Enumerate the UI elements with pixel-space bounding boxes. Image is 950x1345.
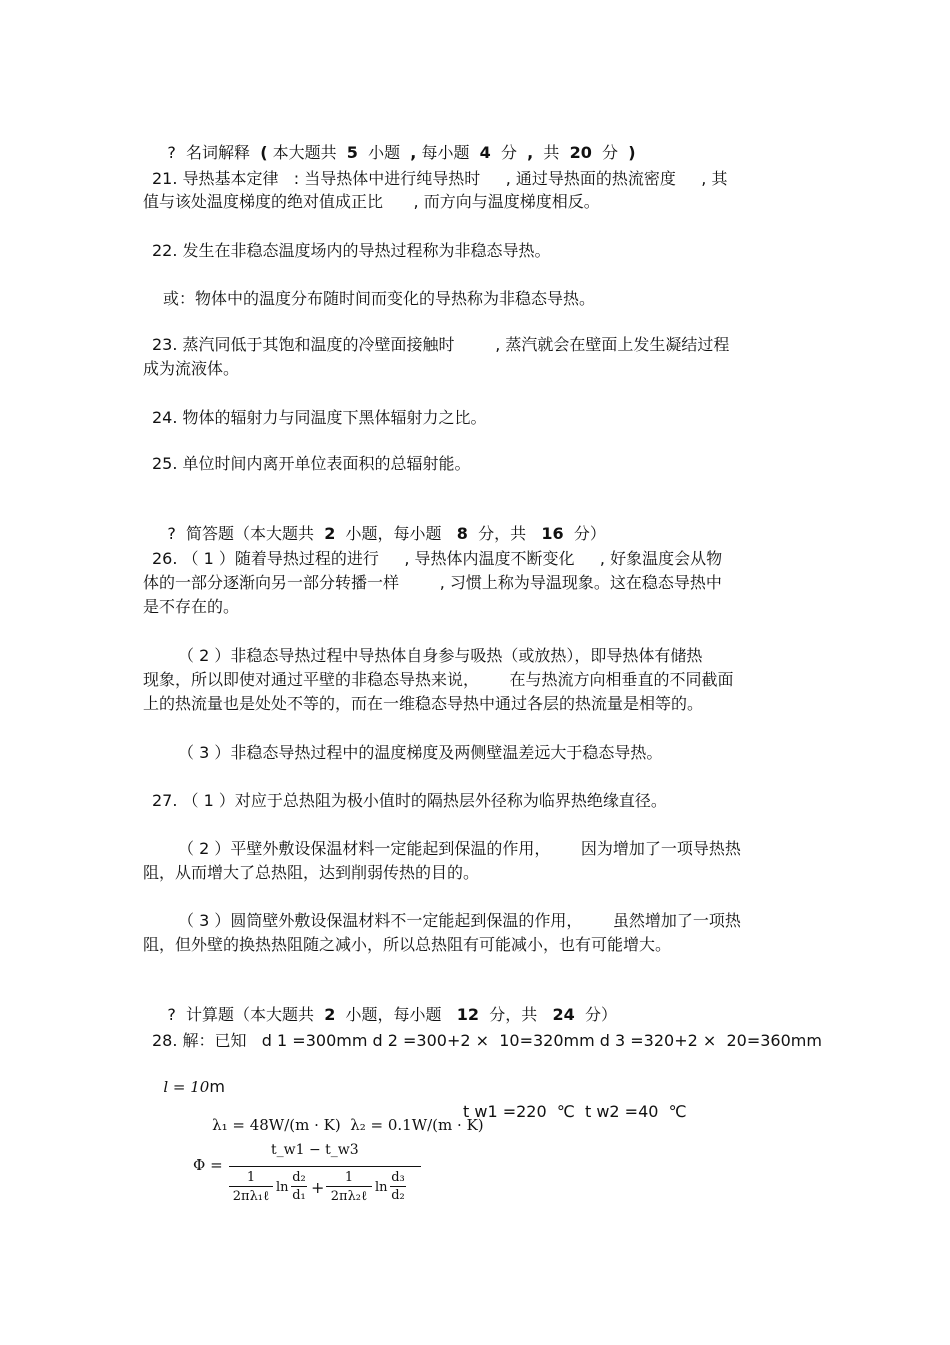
fraction-bar [229,1166,421,1167]
formula-denominator [229,1170,425,1214]
heading-number: 16 [541,524,564,543]
formula-numerator: t_w1 − t_w3 [271,1142,359,1158]
heading-text: 小题 [368,143,401,162]
answer-23-line-2: 成为流液体。 [143,359,240,378]
term2-fraction [326,1170,372,1204]
paren-open: ( [260,143,268,162]
heading-text: 共 [543,143,560,162]
answer-21-line-1: 21. 导热基本定律 : 当导热体中进行纯导热时 , 通过导热面的热流密度 , 其 [152,169,728,188]
heading-text: 分） [584,1005,617,1024]
answer-28-known-values: 28. 解：已知 d 1 =300mm d 2 =300+2 × 10=320mm d 3 =320+2 × 20=360mm [152,1031,822,1050]
heading-text: 分） [573,524,606,543]
heading-text: 分 [602,143,619,162]
heading-title: 名词解释 [186,143,251,162]
ratio2-denominator: d₂ [391,1188,405,1203]
answer-22-line-2: 或：物体中的温度分布随时间而变化的导热称为非稳态导热。 [163,289,596,308]
answer-21-line-2: 值与该处温度梯度的绝对值成正比 , 而方向与温度梯度相反。 [143,192,600,211]
heading-text: 本大题共 [272,143,337,162]
heading-number: 2 [324,1005,336,1024]
heading-text: 每小题 [421,143,470,162]
ln-symbol: ln [375,1180,388,1195]
heading-comma: , [527,143,534,162]
answer-27-line-3: 阻，从而增大了总热阻，达到削弱传热的目的。 [143,863,480,882]
heading-text: 分 [500,143,517,162]
heading-number: 12 [456,1005,480,1024]
heading-mark: ? [167,143,176,162]
ln-symbol: ln [276,1180,289,1195]
ratio1-numerator: d₂ [292,1170,306,1185]
plus-sign: + [311,1178,325,1197]
heading-title: 计算题（本大题共 [186,1005,315,1024]
answer-27-line-1: 27. （ 1 ）对应于总热阻为极小值时的隔热层外径称为临界热绝缘直径。 [152,791,667,810]
heading-number: 4 [479,143,491,162]
heat-flow-formula [193,1142,433,1217]
heading-number: 8 [456,524,468,543]
answer-23-line-1: 23. 蒸汽同低于其饱和温度的冷壁面接触时 , 蒸汽就会在壁面上发生凝结过程 [152,335,730,354]
ratio2-bar [390,1186,406,1187]
term2-denominator: 2πλ₂ℓ [330,1189,368,1204]
answer-26-line-4: （ 2 ）非稳态导热过程中导热体自身参与吸热（或放热），即导热体有储热 [178,646,703,665]
answer-27-line-4: （ 3 ）圆筒壁外敷设保温材料不一定能起到保温的作用， 虽然增加了一项热 [178,911,741,930]
heading-mark: ? [167,524,176,543]
answer-26-line-7: （ 3 ）非稳态导热过程中的温度梯度及两侧壁温差远大于稳态导热。 [178,743,663,762]
length-unit: m [209,1077,225,1096]
heading-comma: , [410,143,417,162]
heading-number: 2 [324,524,336,543]
paren-close: ) [628,143,636,162]
ratio1-denominator: d₁ [292,1188,306,1203]
answer-24: 24. 物体的辐射力与同温度下黑体辐射力之比。 [152,408,487,427]
answer-25: 25. 单位时间内离开单位表面积的总辐射能。 [152,454,471,473]
answer-27-line-2: （ 2 ）平壁外敷设保温材料一定能起到保温的作用， 因为增加了一项导热热 [178,839,741,858]
heading-number: 24 [552,1005,575,1024]
answer-22-line-1: 22. 发生在非稳态温度场内的导热过程称为非稳态导热。 [152,241,551,260]
answer-26-line-3: 是不存在的。 [143,597,240,616]
heading-number: 5 [346,143,358,162]
answer-26-line-6: 上的热流量也是处处不等的，而在一维稳态导热中通过各层的热流量是相等的。 [143,694,704,713]
answer-26-line-5: 现象，所以即使对通过平壁的非稳态导热来说， 在与热流方向相垂直的不同截面 [143,670,734,689]
ratio2-numerator: d₃ [391,1170,405,1185]
answer-26-line-2: 体的一部分逐渐向另一部分转播一样 , 习惯上称为导温现象。这在稳态导热中 [143,573,722,592]
term1-fraction [229,1170,273,1204]
answer-26-line-1: 26. （ 1 ）随着导热过程的进行 , 导热体内温度不断变化 , 好象温度会从物 [152,549,723,568]
formula-lhs: Φ = [193,1156,223,1174]
heading-title: 简答题（本大题共 [186,524,315,543]
answer-27-line-5: 阻，但外壁的换热热阻随之减小，所以总热阻有可能减小，也有可能增大。 [143,935,672,954]
wall-temperatures: t w1 =220 ℃ t w2 =40 ℃ [463,1102,687,1121]
heading-number: 20 [569,143,592,162]
conductivity-values: λ₁ = 48W/(m · K) λ₂ = 0.1W/(m · K) [212,1116,484,1134]
heading-mark: ? [167,1005,176,1024]
heading-text: 分，共 [489,1005,538,1024]
ratio2-fraction [390,1170,406,1203]
term1-denominator: 2πλ₁ℓ [232,1189,270,1204]
ratio1-bar [291,1186,307,1187]
heading-text: 小题，每小题 [345,524,442,543]
term2-bar [326,1186,372,1187]
term1-numerator: 1 [246,1170,256,1185]
term2-numerator: 1 [344,1170,354,1185]
length-value: l = 10 [163,1078,210,1096]
term1-bar [229,1186,273,1187]
heading-text: 分，共 [478,524,527,543]
heading-text: 小题，每小题 [345,1005,442,1024]
ratio1-fraction [291,1170,307,1203]
